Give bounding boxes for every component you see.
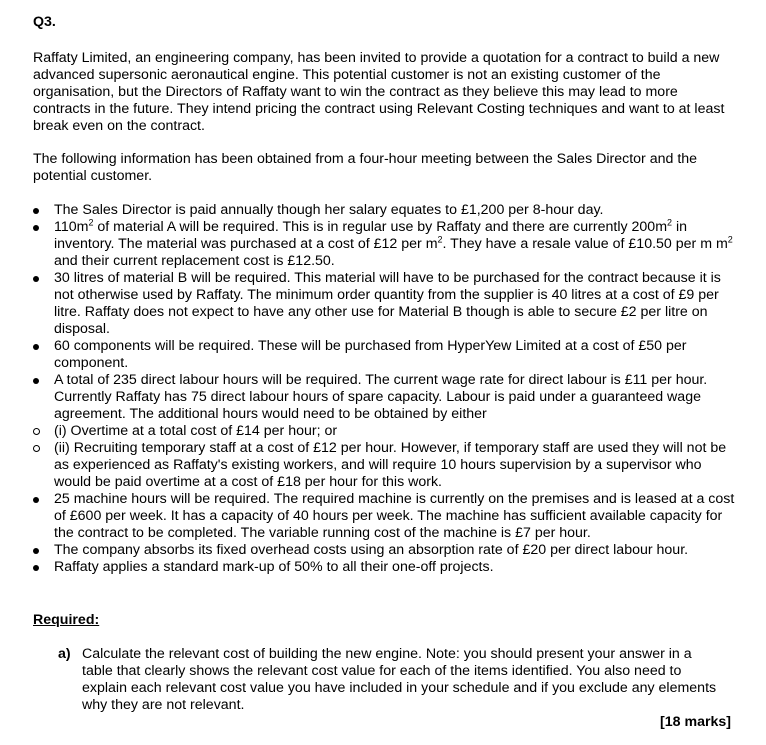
intro-paragraph: Raffaty Limited, an engineering company, has been invited to provide a quotation for a contract to build a new advanced supersonic aeronautical engine. This potential customer is not an existing customer of the organisation, but the Directors of Raffaty want to win the contract as they believe this may lead to more contracts in the future. They intend pricing the contract using Relevant Costing techniques and want to at least break even on the contract. [33, 50, 725, 134]
superscript-2: 2 [88, 217, 94, 228]
list-item-machine: 25 machine hours will be required. The required machine is currently on the premises and is leased at a cost of £600 per week. It has a capacity of 40 hours per week. The machine has sufficient available capacity for the contract to be completed. The variable running cost of the machine is £7 per hour. [33, 491, 736, 542]
list-item-material-a [33, 219, 736, 270]
list-item-sales-director: The Sales Director is paid annually though her salary equates to £1,200 per 8-hour day. [33, 202, 736, 219]
material-a-text-5: and their current replacement cost is £12.50. [54, 253, 335, 269]
information-list [33, 202, 736, 576]
material-a-text-2: of material A will be required. This is in regular use by Raffaty and there are currently 200m [93, 219, 668, 235]
material-a-text-4: . They have a resale value of £10.50 per m [442, 236, 713, 252]
superscript-2: 2 [667, 217, 673, 228]
list-item-components: 60 components will be required. These will be purchased from HyperYew Limited at a cost of £50 per component. [33, 338, 736, 372]
superscript-2: 2 [727, 234, 733, 245]
part-a-label: a) [58, 646, 71, 662]
part-a [58, 646, 718, 714]
list-item-option-i: (i) Overtime at a total cost of £14 per hour; or [33, 423, 736, 440]
list-item-option-ii: (ii) Recruiting temporary staff at a cost of £12 per hour. However, if temporary staff are used they will not be as experienced as Raffaty's existing workers, and will require 10 hours supervision by a supervisor who would be paid overtime at a cost of £18 per hour for this work. [33, 440, 736, 491]
question-number: Q3. [33, 14, 56, 30]
material-a-unit: m [715, 236, 728, 252]
marks-label: [18 marks] [660, 714, 731, 730]
material-a-text-1: 110m [54, 219, 89, 235]
part-a-text: Calculate the relevant cost of building the new engine. Note: you should present your answer in a table that clearly shows the relevant cost value for each of the items identified. You also need to explain each relevant cost value you have included in your schedule and if you exclude any elements why they are not relevant. [82, 646, 717, 713]
info-intro-paragraph: The following information has been obtained from a four-hour meeting between the Sales Director and the potential customer. [33, 151, 698, 184]
required-heading: Required: [33, 612, 100, 628]
list-item-overheads: The company absorbs its fixed overhead costs using an absorption rate of £20 per direct labour hour. [33, 542, 736, 559]
material-a-text-3: in inventory. The material was purchased at a cost of £12 per m [54, 219, 688, 252]
superscript-2: 2 [437, 234, 443, 245]
list-item-labour: A total of 235 direct labour hours will be required. The current wage rate for direct labour is £11 per hour. Currently Raffaty has 75 direct labour hours of spare capacity. Labour is paid under a guaranteed wage agreement. The additional hours would need to be obtained by either [33, 372, 736, 423]
list-item-markup: Raffaty applies a standard mark-up of 50% to all their one-off projects. [33, 559, 736, 576]
list-item-material-b: 30 litres of material B will be required. This material will have to be purchased for the contract because it is not otherwise used by Raffaty. The minimum order quantity from the supplier is 40 litres at a cost of £9 per litre. Raffaty does not expect to have any other use for Material B though is able to secure £2 per litre on disposal. [33, 270, 736, 338]
